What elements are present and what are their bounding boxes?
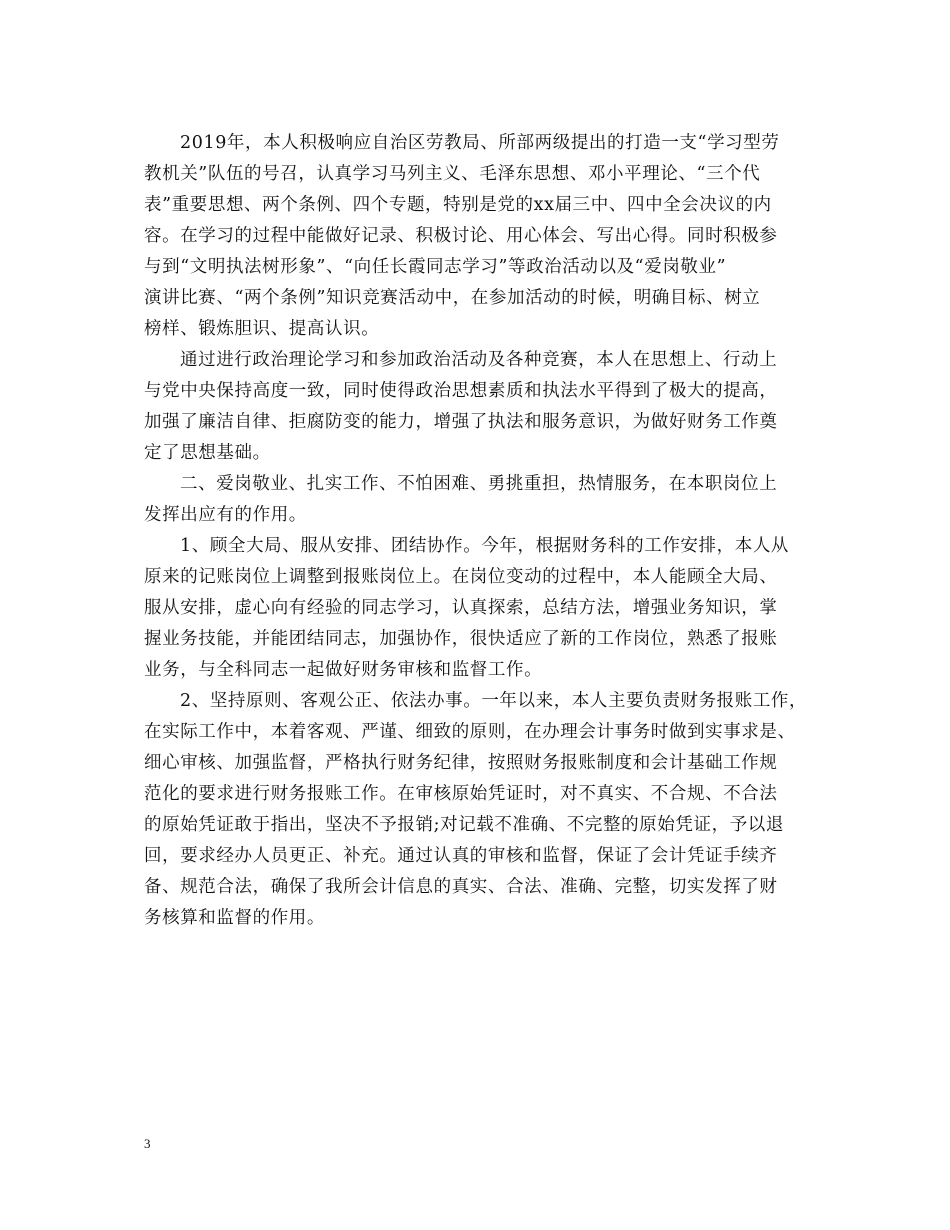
document-body bbox=[144, 128, 812, 934]
paragraph-line: 在实际工作中，本着客观、严谨、细致的原则，在办理会计事务时做到实事求是、 bbox=[144, 722, 796, 742]
section-heading-line: 二、爱岗敬业、扎实工作、不怕困难、勇挑重担，热情服务，在本职岗位上 bbox=[180, 474, 778, 494]
section-heading-line: 发挥出应有的作用。 bbox=[144, 505, 307, 525]
paragraph-line: 的原始凭证敢于指出，坚决不予报销;对记载不准确、不完整的原始凭证，予以退 bbox=[144, 815, 784, 835]
paragraph-line: 回，要求经办人员更正、补充。通过认真的审核和监督，保证了会计凭证手续齐 bbox=[144, 846, 778, 866]
paragraph-line: 1、顾全大局、服从安排、团结协作。今年，根据财务科的工作安排，本人从 bbox=[180, 536, 790, 556]
paragraph-line: 通过进行政治理论学习和参加政治活动及各种竞赛，本人在思想上、行动上 bbox=[180, 350, 778, 370]
paragraph-line: 与党中央保持高度一致，同时使得政治思想素质和执法水平得到了极大的提高， bbox=[144, 381, 778, 401]
paragraph-line: 教机关”队伍的号召，认真学习马列主义、毛泽东思想、邓小平理论、“三个代 bbox=[144, 164, 761, 184]
paragraph-line: 定了思想基础。 bbox=[144, 443, 271, 463]
paragraph-line: 演讲比赛、“两个条例”知识竞赛活动中，在参加活动的时候，明确目标、树立 bbox=[144, 288, 761, 308]
paragraph-line: 与到“文明执法树形象”、“向任长霞同志学习”等政治活动以及“爱岗敬业” bbox=[144, 257, 727, 277]
paragraph-line: 原来的记账岗位上调整到报账岗位上。在岗位变动的过程中，本人能顾全大局、 bbox=[144, 567, 778, 587]
paragraph-line: 表”重要思想、两个条例、四个专题，特别是党的xx届三中、四中全会决议的内 bbox=[144, 195, 772, 215]
paragraph-line: 容。在学习的过程中能做好记录、积极讨论、用心体会、写出心得。同时积极参 bbox=[144, 226, 778, 246]
paragraph-line: 务核算和监督的作用。 bbox=[144, 908, 325, 928]
paragraph-line: 业务，与全科同志一起做好财务审核和监督工作。 bbox=[144, 660, 543, 680]
paragraph-line: 备、规范合法，确保了我所会计信息的真实、合法、准确、完整，切实发挥了财 bbox=[144, 877, 778, 897]
page-number: 3 bbox=[144, 1136, 151, 1151]
paragraph-line: 2019年，本人积极响应自治区劳教局、所部两级提出的打造一支“学习型劳 bbox=[180, 133, 780, 153]
paragraph-line: 范化的要求进行财务报账工作。在审核原始凭证时，对不真实、不合规、不合法 bbox=[144, 784, 778, 804]
paragraph-line: 加强了廉洁自律、拒腐防变的能力，增强了执法和服务意识，为做好财务工作奠 bbox=[144, 412, 778, 432]
paragraph-line: 细心审核、加强监督，严格执行财务纪律，按照财务报账制度和会计基础工作规 bbox=[144, 753, 778, 773]
paragraph-line: 2、坚持原则、客观公正、依法办事。一年以来，本人主要负责财务报账工作， bbox=[180, 691, 808, 711]
paragraph-line: 握业务技能，并能团结同志，加强协作，很快适应了新的工作岗位，熟悉了报账 bbox=[144, 629, 778, 649]
paragraph-line: 服从安排，虚心向有经验的同志学习，认真探索，总结方法，增强业务知识，掌 bbox=[144, 598, 778, 618]
paragraph-line: 榜样、锻炼胆识、提高认识。 bbox=[144, 319, 380, 339]
